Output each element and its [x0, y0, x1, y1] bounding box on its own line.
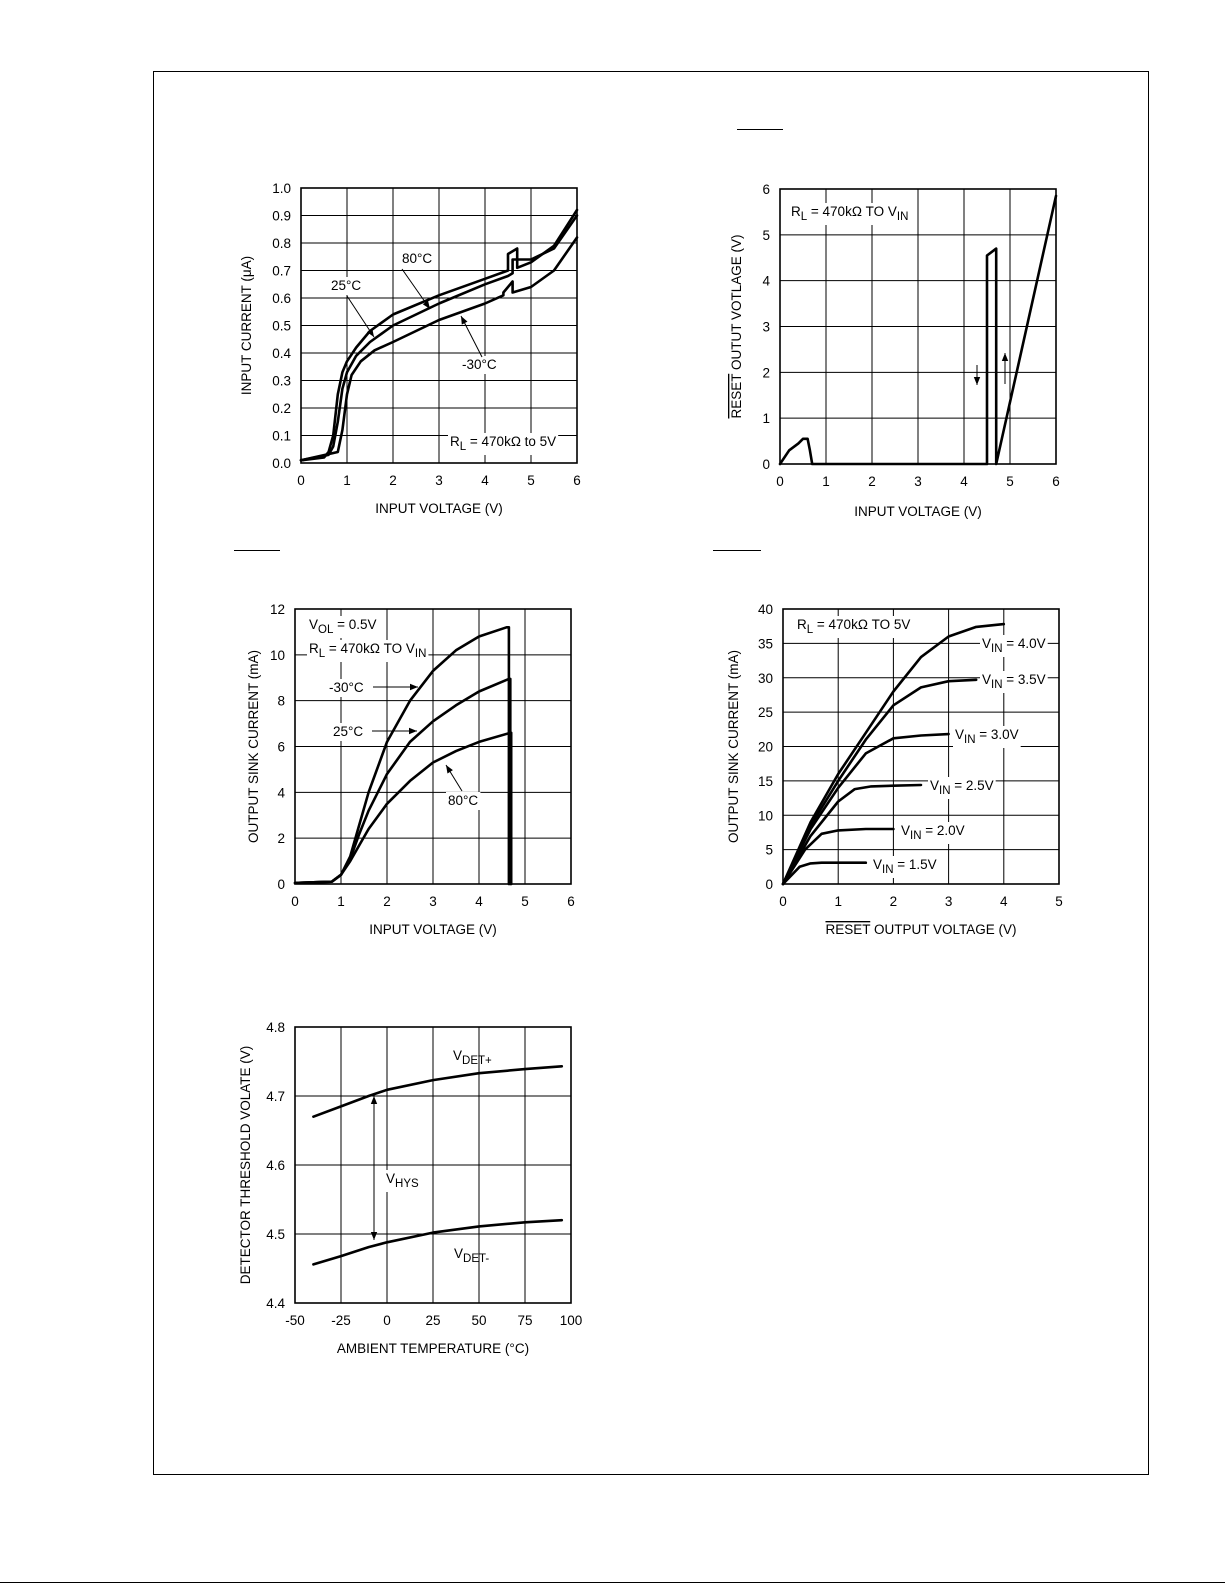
y-tick-label: 0	[765, 877, 773, 892]
annotation-part: = 2.5V	[950, 778, 994, 793]
y-tick-label: 4.7	[266, 1089, 285, 1104]
arrow-head	[409, 728, 417, 734]
annotation-part: IN	[939, 785, 951, 797]
annotation-part: 25°C	[333, 724, 364, 739]
annotation-part: R	[791, 204, 801, 219]
y-tick-label: 4	[762, 273, 770, 289]
annotation-part: L	[806, 624, 814, 636]
y-tick-label: 6	[762, 182, 770, 197]
y-axis-label: OUTPUT SINK CURRENT (mA)	[246, 649, 261, 844]
arrow-head	[974, 377, 980, 385]
annotation-part: = 470kΩ TO V	[807, 204, 897, 219]
x-tick-label: 3	[944, 894, 953, 909]
annotation-part: R	[450, 434, 460, 449]
x-tick-label: 1	[834, 894, 842, 909]
x-axis-label: AMBIENT TEMPERATURE (°C)	[336, 1341, 530, 1356]
annotation-part: DET-	[463, 1253, 490, 1265]
x-axis-label	[825, 922, 1016, 937]
caption-overline	[737, 129, 783, 130]
annotation-part: IN	[882, 864, 894, 876]
annotation-part: V	[982, 636, 992, 651]
y-axis-label	[729, 234, 744, 418]
annotation-part: = 3.5V	[1002, 672, 1046, 687]
annotation-part: L	[459, 441, 467, 453]
x-tick-label: 2	[389, 473, 397, 488]
y-tick-label: 4.5	[266, 1227, 285, 1242]
annotation-part: = 3.0V	[975, 727, 1019, 742]
annotation-part: IN	[991, 643, 1003, 655]
annotation-part: V	[454, 1246, 464, 1261]
y-tick-label: 25	[757, 705, 773, 721]
chart-input-current	[225, 175, 605, 535]
y-axis-label-overline: RESET	[729, 373, 744, 419]
y-tick-label: 0.3	[272, 373, 291, 389]
x-axis-label: INPUT VOLTAGE (V)	[375, 501, 503, 516]
x-axis-label-rest: OUTPUT VOLTAGE (V)	[870, 922, 1017, 937]
y-tick-label: 6	[277, 739, 285, 755]
annotation-part: -30°C	[329, 680, 364, 695]
x-tick-label: 5	[527, 473, 535, 488]
x-tick-label: -25	[331, 1313, 351, 1328]
x-tick-label: 5	[521, 894, 529, 909]
y-tick-label: 0.0	[272, 456, 291, 471]
x-tick-label: 5	[1055, 894, 1063, 909]
x-tick-label: 4	[475, 894, 483, 909]
annotation-part: = 4.0V	[1002, 636, 1046, 651]
chart-output-sink-current-vs-reset	[705, 597, 1085, 957]
label-25c	[333, 724, 363, 739]
annotation-part: = 470kΩ to 5V	[466, 434, 557, 449]
x-tick-label: 1	[343, 473, 351, 488]
annotation-part: V	[901, 823, 911, 838]
y-tick-label: 5	[762, 227, 770, 243]
footer-rule	[0, 1582, 1225, 1583]
annotation-part: V	[386, 1171, 396, 1186]
annotation-part: OL	[318, 624, 334, 636]
annotation-part: IN	[414, 648, 427, 660]
y-tick-label: 0.8	[272, 236, 291, 251]
annotation-part: V	[930, 778, 940, 793]
y-axis-label: OUTPUT SINK CURRENT (mA)	[726, 649, 741, 844]
annotation-part: IN	[964, 734, 976, 746]
y-tick-label: 3	[762, 319, 770, 335]
y-tick-label: 0.9	[272, 208, 291, 224]
arrow-head	[371, 1232, 377, 1240]
arrow-head	[461, 316, 467, 325]
y-tick-label: 0.2	[272, 401, 291, 416]
annotation-part: 80°C	[448, 793, 479, 808]
annotation-part: L	[800, 211, 808, 223]
x-tick-label: 3	[914, 474, 922, 489]
arrow-head	[410, 684, 418, 690]
annotation-part: HYS	[395, 1178, 419, 1190]
x-axis-label-overline: RESET	[825, 922, 871, 937]
x-tick-label: 6	[573, 473, 581, 488]
y-tick-label: 4.6	[266, 1158, 285, 1173]
y-tick-label: 4.4	[266, 1296, 285, 1311]
annotation-part: = 0.5V	[333, 617, 377, 632]
y-tick-label: 35	[757, 636, 773, 652]
annotation-part: IN	[896, 211, 909, 223]
y-tick-label: 40	[757, 602, 773, 617]
label-vdet-minus	[454, 1246, 489, 1265]
label-minus30c	[329, 680, 364, 695]
label-80c	[402, 251, 432, 266]
annotation-part: 25°C	[331, 278, 362, 293]
x-tick-label: 2	[889, 894, 898, 909]
y-tick-label: 4	[277, 785, 285, 801]
chart-reset-output-voltage	[705, 175, 1085, 535]
x-tick-label: 0	[291, 894, 299, 909]
x-tick-label: 2	[868, 474, 876, 489]
x-tick-label: 0	[779, 894, 787, 909]
arrow-head	[446, 765, 453, 773]
y-axis-label: INPUT CURRENT (μA)	[239, 255, 254, 396]
label-minus30c	[462, 357, 497, 372]
annotation-part: = 2.0V	[921, 823, 965, 838]
series-line	[295, 679, 510, 884]
annotation-part: 80°C	[402, 251, 433, 266]
arrow-head	[1002, 353, 1008, 361]
y-tick-label: 20	[757, 739, 773, 755]
y-tick-label: 10	[757, 808, 773, 824]
y-tick-label: 12	[269, 602, 285, 617]
label-25c	[331, 278, 361, 293]
x-tick-label: 4	[481, 473, 489, 488]
y-tick-label: 0	[277, 877, 285, 892]
y-tick-label: 0	[762, 457, 770, 472]
x-tick-label: 0	[776, 474, 784, 489]
y-tick-label: 30	[757, 670, 773, 686]
y-tick-label: 10	[269, 647, 285, 663]
x-tick-label: 1	[822, 474, 830, 489]
y-tick-label: 15	[757, 773, 773, 789]
annotation-part: V	[309, 617, 319, 632]
y-tick-label: 4.8	[266, 1020, 285, 1035]
annotation-part: = 470kΩ TO 5V	[813, 617, 911, 632]
annotation-part: -30°C	[462, 357, 497, 372]
y-tick-label: 2	[277, 831, 285, 847]
annotation-part: IN	[910, 830, 922, 842]
y-tick-label: 8	[277, 693, 285, 709]
annotation-part: V	[873, 857, 883, 872]
x-tick-label: 3	[435, 473, 443, 488]
arrow-head	[371, 1096, 377, 1104]
annotation-part: V	[982, 672, 992, 687]
y-tick-label: 5	[765, 842, 773, 858]
y-tick-label: 0.6	[272, 291, 291, 306]
y-tick-label: 0.1	[272, 428, 291, 444]
chart-output-sink-current-vs-input	[225, 597, 605, 957]
x-axis-label: INPUT VOLTAGE (V)	[854, 504, 982, 519]
x-tick-label: 3	[429, 894, 437, 909]
x-tick-label: 4	[960, 474, 968, 489]
caption-overline	[234, 550, 280, 551]
y-axis-label: DETECTOR THRESHOLD VOLATE (V)	[238, 1045, 253, 1285]
annotation-part: = 1.5V	[893, 857, 937, 872]
annotation-part: R	[797, 617, 807, 632]
annotation-part: V	[955, 727, 965, 742]
y-tick-label: 0.7	[272, 263, 291, 279]
x-tick-label: 6	[1052, 474, 1060, 489]
y-tick-label: 0.4	[272, 346, 291, 361]
y-tick-label: 0.5	[272, 318, 291, 334]
caption-overline	[713, 550, 761, 551]
y-axis-label-rest: OUTUT VOTLAGE (V)	[729, 234, 744, 374]
annotation-part: R	[309, 641, 319, 656]
annotation-part: DET+	[462, 1055, 492, 1067]
x-tick-label: 0	[297, 473, 305, 488]
series-line	[295, 627, 509, 884]
y-tick-label: 1.0	[272, 181, 291, 196]
x-axis-label: INPUT VOLTAGE (V)	[369, 922, 497, 937]
x-tick-label: 0	[383, 1313, 391, 1328]
label-80c	[448, 793, 478, 808]
x-tick-label: 50	[471, 1313, 487, 1328]
annotation-part: = 470kΩ TO V	[325, 641, 415, 656]
label-vdet-plus	[453, 1048, 492, 1067]
x-tick-label: 5	[1006, 474, 1014, 489]
x-tick-label: -50	[285, 1313, 305, 1328]
x-tick-label: 4	[1000, 894, 1008, 909]
x-tick-label: 1	[337, 894, 345, 909]
annotation-part: L	[318, 648, 326, 660]
chart-detector-threshold	[225, 1015, 605, 1375]
x-tick-label: 2	[383, 894, 391, 909]
x-tick-label: 75	[517, 1313, 533, 1328]
annotation-part: V	[453, 1048, 463, 1063]
x-tick-label: 100	[559, 1313, 583, 1328]
annotation-part: IN	[991, 679, 1003, 691]
y-tick-label: 2	[762, 365, 770, 381]
x-tick-label: 25	[425, 1313, 441, 1328]
x-tick-label: 6	[567, 894, 575, 909]
y-tick-label: 1	[762, 411, 770, 427]
